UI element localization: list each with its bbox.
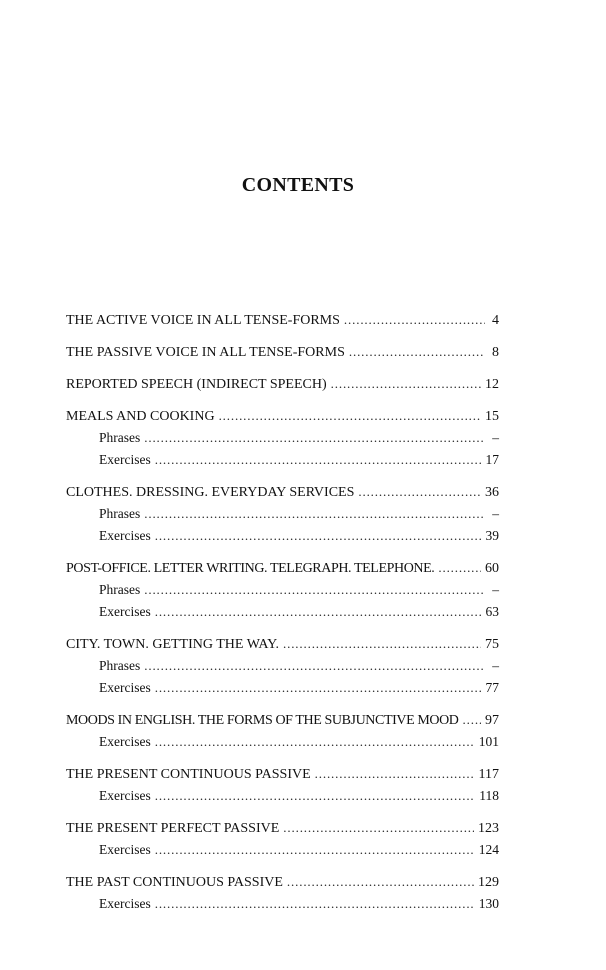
toc-section — [66, 341, 499, 363]
page-number: 77 — [485, 680, 499, 695]
toc-entry-label: THE PASSIVE VOICE IN ALL TENSE-FORMS — [66, 345, 345, 360]
toc-subentry — [66, 785, 499, 807]
dot-leader — [155, 525, 482, 547]
toc-subentry-label: Exercises — [99, 896, 151, 911]
dot-leader — [144, 655, 485, 677]
toc-subentry-label: Exercises — [99, 842, 151, 857]
toc-subentry — [66, 731, 499, 753]
toc-subentry — [66, 601, 499, 623]
toc-section — [66, 763, 499, 807]
dot-leader — [155, 839, 475, 861]
toc-subentry-label: Phrases — [99, 658, 141, 673]
dot-leader — [358, 481, 481, 503]
page-number: 75 — [485, 637, 499, 652]
toc-entry — [66, 405, 499, 427]
dot-leader — [144, 427, 485, 449]
toc-section — [66, 373, 499, 395]
page-title: CONTENTS — [241, 174, 355, 196]
toc-subentry-label: Phrases — [99, 506, 141, 521]
page-number: 39 — [485, 528, 499, 543]
page-number: 101 — [478, 734, 499, 749]
page-number: 130 — [478, 896, 499, 911]
toc-subentry — [66, 503, 499, 525]
page-number: – — [492, 658, 499, 673]
page-number: 12 — [485, 377, 499, 392]
toc-section — [66, 709, 499, 753]
page-number: – — [492, 430, 499, 445]
toc-entry-label: MEALS AND COOKING — [66, 409, 215, 424]
toc-subentry — [66, 525, 499, 547]
toc-section — [66, 405, 499, 471]
toc-entry — [66, 309, 499, 331]
dot-leader — [144, 579, 485, 601]
toc-entry-label: MOODS IN ENGLISH. THE FORMS OF THE SUBJUNCTIVE MOOD — [66, 713, 459, 728]
toc-subentry — [66, 655, 499, 677]
toc-entry-label: CLOTHES. DRESSING. EVERYDAY SERVICES — [66, 485, 355, 500]
toc-subentry — [66, 427, 499, 449]
dot-leader — [155, 785, 476, 807]
toc-section — [66, 871, 499, 915]
toc-entry — [66, 557, 499, 579]
dot-leader — [349, 341, 485, 363]
toc-entry — [66, 373, 499, 395]
toc-subentry-label: Exercises — [99, 604, 151, 619]
page-number: 8 — [492, 345, 499, 360]
page-number: – — [492, 506, 499, 521]
toc-subentry — [66, 449, 499, 471]
toc-subentry-label: Exercises — [99, 528, 151, 543]
dot-leader — [155, 893, 475, 915]
dot-leader — [155, 731, 475, 753]
dot-leader — [155, 601, 482, 623]
toc-subentry-label: Phrases — [99, 582, 141, 597]
dot-leader — [144, 503, 485, 525]
dot-leader — [155, 677, 482, 699]
page-number: 15 — [485, 409, 499, 424]
toc-entry — [66, 481, 499, 503]
toc-subentry-label: Exercises — [99, 788, 151, 803]
toc-entry-label: THE ACTIVE VOICE IN ALL TENSE-FORMS — [66, 313, 340, 328]
page-number: 60 — [485, 561, 499, 576]
toc-subentry — [66, 839, 499, 861]
page-number: 97 — [485, 713, 499, 728]
toc-section — [66, 309, 499, 331]
toc-subentry-label: Exercises — [99, 734, 151, 749]
page-number: 17 — [485, 452, 499, 467]
toc-entry-label: THE PRESENT PERFECT PASSIVE — [66, 821, 280, 836]
dot-leader — [155, 449, 482, 471]
dot-leader — [219, 405, 481, 427]
dot-leader — [331, 373, 481, 395]
page-number: 129 — [478, 875, 499, 890]
toc-entry-label: THE PRESENT CONTINUOUS PASSIVE — [66, 767, 311, 782]
dot-leader — [463, 709, 481, 731]
page-number: 123 — [478, 821, 499, 836]
page-number: 118 — [479, 788, 499, 803]
toc-entry — [66, 633, 499, 655]
toc-entry — [66, 871, 499, 893]
toc-entry — [66, 341, 499, 363]
toc-entry-label: THE PAST CONTINUOUS PASSIVE — [66, 875, 283, 890]
toc-entry — [66, 817, 499, 839]
toc-subentry-label: Exercises — [99, 680, 151, 695]
toc-entry — [66, 709, 499, 731]
toc-section — [66, 481, 499, 547]
page-number: 4 — [492, 313, 499, 328]
toc-subentry-label: Phrases — [99, 430, 141, 445]
toc-subentry-label: Exercises — [99, 452, 151, 467]
dot-leader — [283, 817, 474, 839]
dot-leader — [344, 309, 485, 331]
toc-subentry — [66, 893, 499, 915]
toc-section — [66, 633, 499, 699]
page-number: 124 — [478, 842, 499, 857]
dot-leader — [315, 763, 475, 785]
toc-entry-label: REPORTED SPEECH (INDIRECT SPEECH) — [66, 377, 327, 392]
dot-leader — [438, 557, 481, 579]
page-number: 63 — [485, 604, 499, 619]
dot-leader — [283, 633, 481, 655]
toc-entry-label: POST-OFFICE. LETTER WRITING. TELEGRAPH. TELEPHONE. — [66, 561, 435, 576]
table-of-contents — [66, 309, 499, 925]
toc-section — [66, 817, 499, 861]
page-number: 117 — [478, 767, 499, 782]
toc-subentry — [66, 677, 499, 699]
toc-section — [66, 557, 499, 623]
toc-subentry — [66, 579, 499, 601]
page-number: – — [492, 582, 499, 597]
toc-entry — [66, 763, 499, 785]
page-number: 36 — [485, 485, 499, 500]
toc-entry-label: CITY. TOWN. GETTING THE WAY. — [66, 637, 279, 652]
dot-leader — [287, 871, 474, 893]
